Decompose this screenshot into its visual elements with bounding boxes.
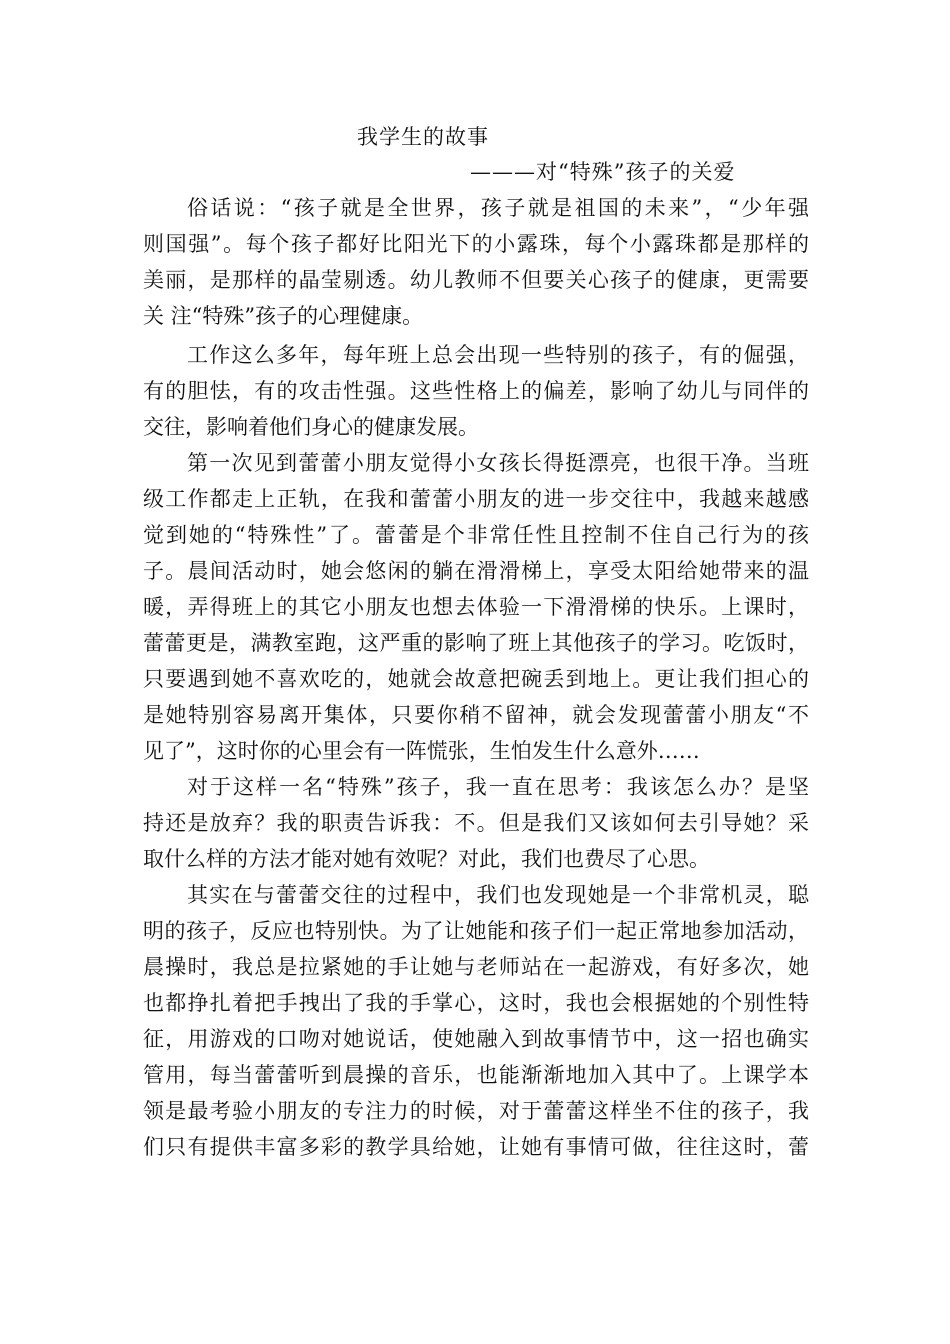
text-line: 子。晨间活动时，她会悠闲的躺在滑滑梯上，享受太阳给她带来的温 [143,559,809,583]
text-line: 明的孩子，反应也特别快。为了让她能和孩子们一起正常地参加活动， [143,919,809,943]
text-line: 是她特别容易离开集体，只要你稍不留神，就会发现蕾蕾小朋友“不 [143,703,809,727]
text-line: 只要遇到她不喜欢吃的，她就会故意把碗丢到地上。更让我们担心的 [143,667,809,691]
text-line: 晨操时，我总是拉紧她的手让她与老师站在一起游戏，有好多次，她 [143,955,809,979]
text-line: 取什么样的方法才能对她有效呢？对此，我们也费尽了心思。 [143,847,710,871]
text-line: 蕾蕾更是，满教室跑，这严重的影响了班上其他孩子的学习。吃饭时， [143,631,809,655]
text-line: 暖，弄得班上的其它小朋友也想去体验一下滑滑梯的快乐。上课时， [143,595,809,619]
text-line: 俗话说：“孩子就是全世界，孩子就是祖国的未来”，“少年强 [187,196,809,220]
text-line: 第一次见到蕾蕾小朋友觉得小女孩长得挺漂亮，也很干净。当班 [187,451,809,475]
text-line: 关 注“特殊”孩子的心理健康。 [143,304,424,328]
page-title: 我学生的故事 [357,125,489,149]
text-line: 对于这样一名“特殊”孩子，我一直在思考：我该怎么办？是坚 [187,775,809,799]
text-line: 其实在与蕾蕾交往的过程中，我们也发现她是一个非常机灵，聪 [187,883,809,907]
text-line: 工作这么多年，每年班上总会出现一些特别的孩子，有的倔强， [187,343,809,367]
page-subtitle: ———对“特殊”孩子的关爱 [470,160,736,184]
text-line: 级工作都走上正轨，在我和蕾蕾小朋友的进一步交往中，我越来越感 [143,487,809,511]
text-line: 也都挣扎着把手拽出了我的手掌心，这时，我也会根据她的个别性特 [143,991,809,1015]
text-line: 征，用游戏的口吻对她说话，使她融入到故事情节中，这一招也确实 [143,1027,809,1051]
text-line: 觉到她的“特殊性”了。蕾蕾是个非常任性且控制不住自己行为的孩 [143,523,809,547]
text-line: 则国强”。每个孩子都好比阳光下的小露珠，每个小露珠都是那样的 [143,232,809,256]
text-line: 领是最考验小朋友的专注力的时候，对于蕾蕾这样坐不住的孩子，我 [143,1099,809,1123]
article-body [143,190,809,1165]
text-line: 交往，影响着他们身心的健康发展。 [143,415,479,439]
text-line: 们只有提供丰富多彩的教学具给她，让她有事情可做，往往这时，蕾 [143,1135,809,1159]
text-line: 管用，每当蕾蕾听到晨操的音乐，也能渐渐地加入其中了。上课学本 [143,1063,809,1087]
text-line: 有的胆怯，有的攻击性强。这些性格上的偏差，影响了幼儿与同伴的 [143,379,809,403]
text-line: 美丽，是那样的晶莹剔透。幼儿教师不但要关心孩子的健康，更需要 [143,268,809,292]
text-line: 见了”，这时你的心里会有一阵慌张，生怕发生什么意外…… [143,739,700,763]
text-line: 持还是放弃？我的职责告诉我：不。但是我们又该如何去引导她？采 [143,811,809,835]
